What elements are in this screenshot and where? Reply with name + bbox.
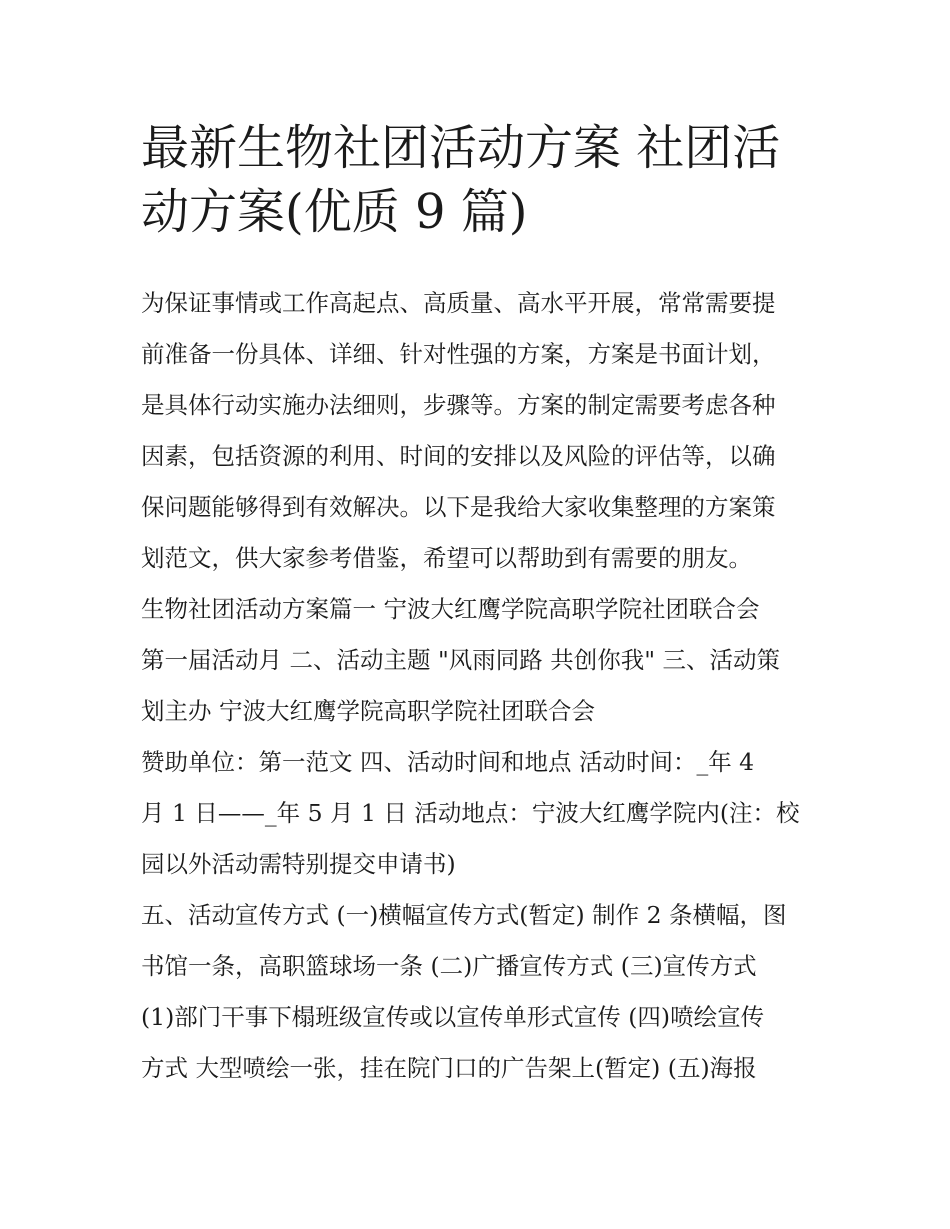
text-line: 月 1 日——_年 5 月 1 日 活动地点：宁波大红鹰学院内(注：校 [141, 799, 800, 827]
paragraph-sponsor-time [141, 737, 821, 890]
text-line: 五、活动宣传方式 (一)横幅宣传方式(暂定) 制作 2 条横幅，图 [141, 901, 787, 929]
text-line: 前准备一份具体、详细、针对性强的方案，方案是书面计划， [141, 340, 776, 368]
text-line: 生物社团活动方案篇一 宁波大红鹰学院高职学院社团联合会 [141, 595, 760, 623]
text-line: 书馆一条，高职篮球场一条 (二)广播宣传方式 (三)宣传方式 [141, 952, 757, 980]
text-line: 赞助单位：第一范文 四、活动时间和地点 活动时间：_年 4 [141, 748, 755, 776]
text-line: 第一届活动月 二、活动主题 "风雨同路 共创你我" 三、活动策 [141, 646, 780, 674]
paragraph-intro [141, 278, 821, 584]
text-line: 为保证事情或工作高起点、高质量、高水平开展，常常需要提 [141, 289, 776, 317]
text-line: 因素，包括资源的利用、时间的安排以及风险的评估等，以确 [141, 442, 776, 470]
text-line: (1)部门干事下榻班级宣传或以宣传单形式宣传 (四)喷绘宣传 [141, 1003, 765, 1031]
title-line: 动方案(优质 9 篇) [141, 184, 528, 240]
document-title [141, 116, 821, 244]
text-line: 方式 大型喷绘一张，挂在院门口的广告架上(暂定) (五)海报 [141, 1054, 757, 1082]
document-body [141, 278, 821, 1094]
text-line: 园以外活动需特别提交申请书) [141, 850, 456, 878]
text-line: 是具体行动实施办法细则，步骤等。方案的制定需要考虑各种 [141, 391, 776, 419]
text-line: 保问题能够得到有效解决。以下是我给大家收集整理的方案策 [141, 493, 776, 521]
paragraph-publicity [141, 890, 821, 1094]
title-line: 最新生物社团活动方案 社团活 [141, 120, 781, 176]
text-line: 划主办 宁波大红鹰学院高职学院社团联合会 [141, 697, 595, 725]
text-line: 划范文，供大家参考借鉴，希望可以帮助到有需要的朋友。 [141, 544, 752, 572]
paragraph-section-one [141, 584, 821, 737]
